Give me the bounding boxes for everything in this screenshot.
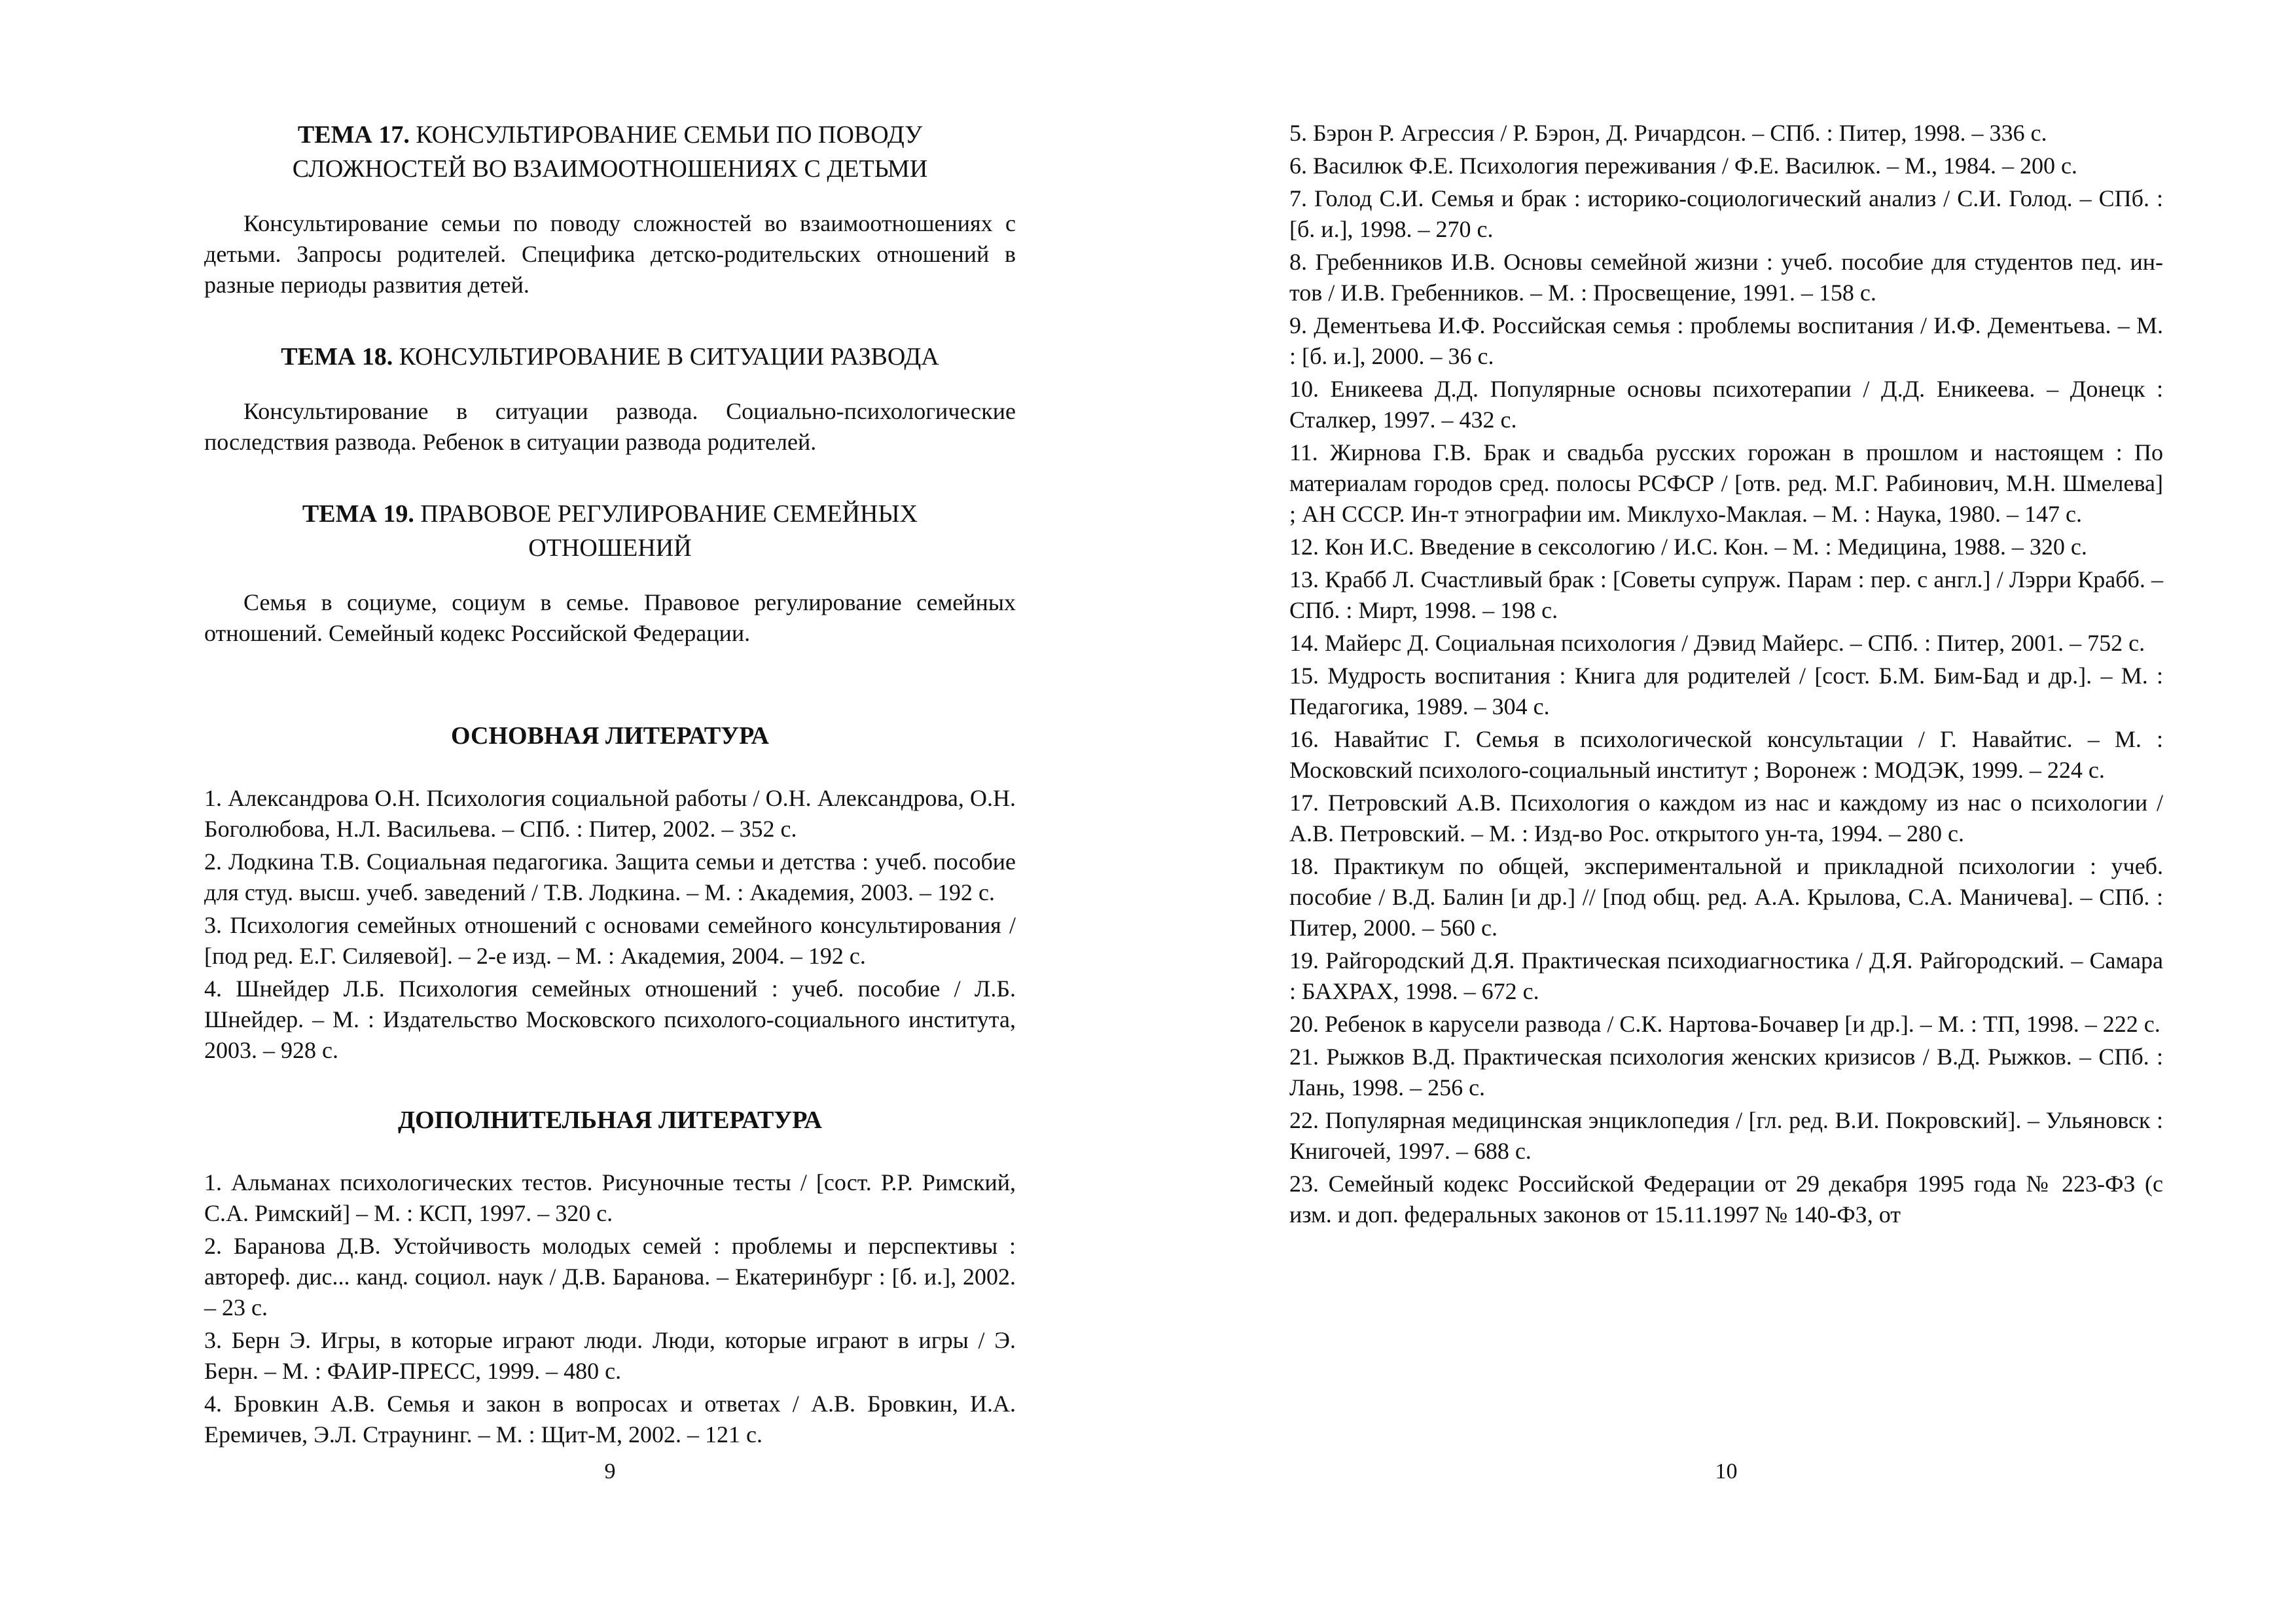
topic-body: Консультирование в ситуации развода. Социально-психологические последствия развода. Ребенок в ситуации развода родителей. <box>204 398 1016 455</box>
list-item: 17. Петровский А.В. Психология о каждом из нас и каждому из нас о психологии / А.В. Петровский. – М. : Изд-во Рос. открытого ун-та, 1994. – 280 с. <box>1289 790 2163 847</box>
topic-title-text: КОНСУЛЬТИРОВАНИЕ СЕМЬИ ПО ПОВОДУ СЛОЖНОСТЕЙ ВО ВЗАИМООТНОШЕНИЯХ С ДЕТЬМИ <box>292 121 928 183</box>
page-number-left: 9 <box>604 1459 616 1484</box>
topic-18 <box>204 340 1016 458</box>
topic-17 <box>204 118 1016 301</box>
list-item: 23. Семейный кодекс Российской Федерации от 29 декабря 1995 года № 223-ФЗ (с изм. и доп. федеральных законов от 15.11.1997 № 140-ФЗ, от <box>1289 1171 2163 1228</box>
list-item: 22. Популярная медицинская энциклопедия / [гл. ред. В.И. Покровский]. – Ульяновск : Книгочей, 1997. – 688 с. <box>1289 1107 2163 1164</box>
list-item: 13. Крабб Л. Счастливый брак : [Советы супруж. Парам : пер. с англ.] / Лэрри Крабб. – СПб. : Мирт, 1998. – 198 с. <box>1289 566 2163 623</box>
list-item: 7. Голод С.И. Семья и брак : историко-социологический анализ / С.И. Голод. – СПб. : [б. и.], 1998. – 270 с. <box>1289 185 2163 242</box>
list-item: 11. Жирнова Г.В. Брак и свадьба русских горожан в прошлом и настоящем : По материалам городов сред. полосы РСФСР / [отв. ред. М.Г. Рабинович, М.Н. Шмелева] ; АН СССР. Ин-т этнографии им. Миклухо-Маклая. – М. : Наука, 1980. – 147 с. <box>1289 439 2163 527</box>
topic-body: Семья в социуме, социум в семье. Правовое регулирование семейных отношений. Семейный кодекс Российской Федерации. <box>204 589 1016 646</box>
list-item: 1. Альманах психологических тестов. Рисуночные тесты / [сост. Р.Р. Римский, С.А. Римский] – М. : КСП, 1997. – 320 с. <box>204 1169 1016 1226</box>
topic-title-text: ПРАВОВОЕ РЕГУЛИРОВАНИЕ СЕМЕЙНЫХ ОТНОШЕНИЙ <box>420 500 918 562</box>
list-item: 15. Мудрость воспитания : Книга для родителей / [сост. Б.М. Бим-Бад и др.]. – М. : Педагогика, 1989. – 304 с. <box>1289 663 2163 720</box>
list-item: 12. Кон И.С. Введение в сексологию / И.С. Кон. – М. : Медицина, 1988. – 320 с. <box>1289 534 2087 560</box>
main-literature-list <box>204 783 1016 1066</box>
topic-label: ТЕМА 18. <box>281 343 393 371</box>
list-item: 3. Психология семейных отношений с основами семейного консультирования / [под ред. Е.Г. Силяевой]. – 2-е изд. – М. : Академия, 2004. – 192 с. <box>204 912 1016 969</box>
list-item: 18. Практикум по общей, экспериментальной и прикладной психологии : учеб. пособие / В.Д. Балин [и др.] // [под общ. ред. А.А. Крылова, С.А. Маничева]. – СПб. : Питер, 2000. – 560 с. <box>1289 853 2163 941</box>
list-item: 8. Гребенников И.В. Основы семейной жизни : учеб. пособие для студентов пед. ин-тов / И.В. Гребенников. – М. : Просвещение, 1991. – 158 с. <box>1289 249 2163 306</box>
list-item: 9. Дементьева И.Ф. Российская семья : проблемы воспитания / И.Ф. Дементьева. – М. : [б. и.], 2000. – 36 с. <box>1289 312 2163 369</box>
topic-label: ТЕМА 19. <box>302 500 414 528</box>
topic-label: ТЕМА 17. <box>297 121 410 149</box>
list-item: 21. Рыжков В.Д. Практическая психология женских кризисов / В.Д. Рыжков. – СПб. : Лань, 1998. – 256 с. <box>1289 1044 2163 1101</box>
topic-title <box>204 118 1016 186</box>
list-item: 5. Бэрон Р. Агрессия / Р. Бэрон, Д. Ричардсон. – СПб. : Питер, 1998. – 336 с. <box>1289 120 2047 146</box>
right-page <box>1289 118 2163 1232</box>
list-item: 4. Шнейдер Л.Б. Психология семейных отношений : учеб. пособие / Л.Б. Шнейдер. – М. : Издательство Московского психолого-социального института, 2003. – 928 с. <box>204 976 1016 1063</box>
list-item: 1. Александрова О.Н. Психология социальной работы / О.Н. Александрова, О.Н. Боголюбова, Н.Л. Васильева. – СПб. : Питер, 2002. – 352 с. <box>204 785 1016 842</box>
additional-literature-list-continued <box>1289 118 2163 1230</box>
additional-literature-list <box>204 1167 1016 1450</box>
additional-literature-heading: ДОПОЛНИТЕЛЬНАЯ ЛИТЕРАТУРА <box>398 1106 822 1134</box>
topic-title <box>204 340 1016 374</box>
main-literature-heading: ОСНОВНАЯ ЛИТЕРАТУРА <box>451 722 769 750</box>
list-item: 2. Лодкина Т.В. Социальная педагогика. Защита семьи и детства : учеб. пособие для студ. высш. учеб. заведений / Т.В. Лодкина. – М. : Академия, 2003. – 192 с. <box>204 848 1016 905</box>
topic-title-text: КОНСУЛЬТИРОВАНИЕ В СИТУАЦИИ РАЗВОДА <box>393 343 939 371</box>
list-item: 2. Баранова Д.В. Устойчивость молодых семей : проблемы и перспективы : автореф. дис... канд. социол. наук / Д.В. Баранова. – Екатеринбург : [б. и.], 2002. – 23 с. <box>204 1233 1016 1321</box>
additional-literature-section <box>204 1105 1016 1450</box>
main-literature-section <box>204 721 1016 1066</box>
list-item: 14. Майерс Д. Социальная психология / Дэвид Майерс. – СПб. : Питер, 2001. – 752 с. <box>1289 630 2145 656</box>
list-item: 16. Навайтис Г. Семья в психологической консультации / Г. Навайтис. – М. : Московский психолого-социальный институт ; Воронеж : МОДЭК, 1999. – 224 с. <box>1289 726 2163 783</box>
page-number-right: 10 <box>1715 1459 1738 1484</box>
list-item: 6. Василюк Ф.Е. Психология переживания / Ф.Е. Василюк. – М., 1984. – 200 с. <box>1289 153 2077 179</box>
list-item: 19. Райгородский Д.Я. Практическая психодиагностика / Д.Я. Райгородский. – Самара : БАХРАХ, 1998. – 672 с. <box>1289 947 2163 1004</box>
left-page <box>204 118 1016 1452</box>
topic-title <box>204 497 1016 565</box>
list-item: 10. Еникеева Д.Д. Популярные основы психотерапии / Д.Д. Еникеева. – Донецк : Сталкер, 1997. – 432 с. <box>1289 376 2163 433</box>
topic-19 <box>204 497 1016 649</box>
topic-body: Консультирование семьи по поводу сложностей во взаимоотношениях с детьми. Запросы родителей. Специфика детско-родительских отношений в разные периоды развития детей. <box>204 210 1016 298</box>
list-item: 20. Ребенок в карусели развода / С.К. Нартова-Бочавер [и др.]. – М. : ТП, 1998. – 222 с. <box>1289 1011 2161 1037</box>
list-item: 3. Берн Э. Игры, в которые играют люди. Люди, которые играют в игры / Э. Берн. – М. : ФАИР-ПРЕСС, 1999. – 480 с. <box>204 1327 1016 1384</box>
list-item: 4. Бровкин А.В. Семья и закон в вопросах и ответах / А.В. Бровкин, И.А. Еремичев, Э.Л. Страунинг. – М. : Щит-М, 2002. – 121 с. <box>204 1391 1016 1448</box>
